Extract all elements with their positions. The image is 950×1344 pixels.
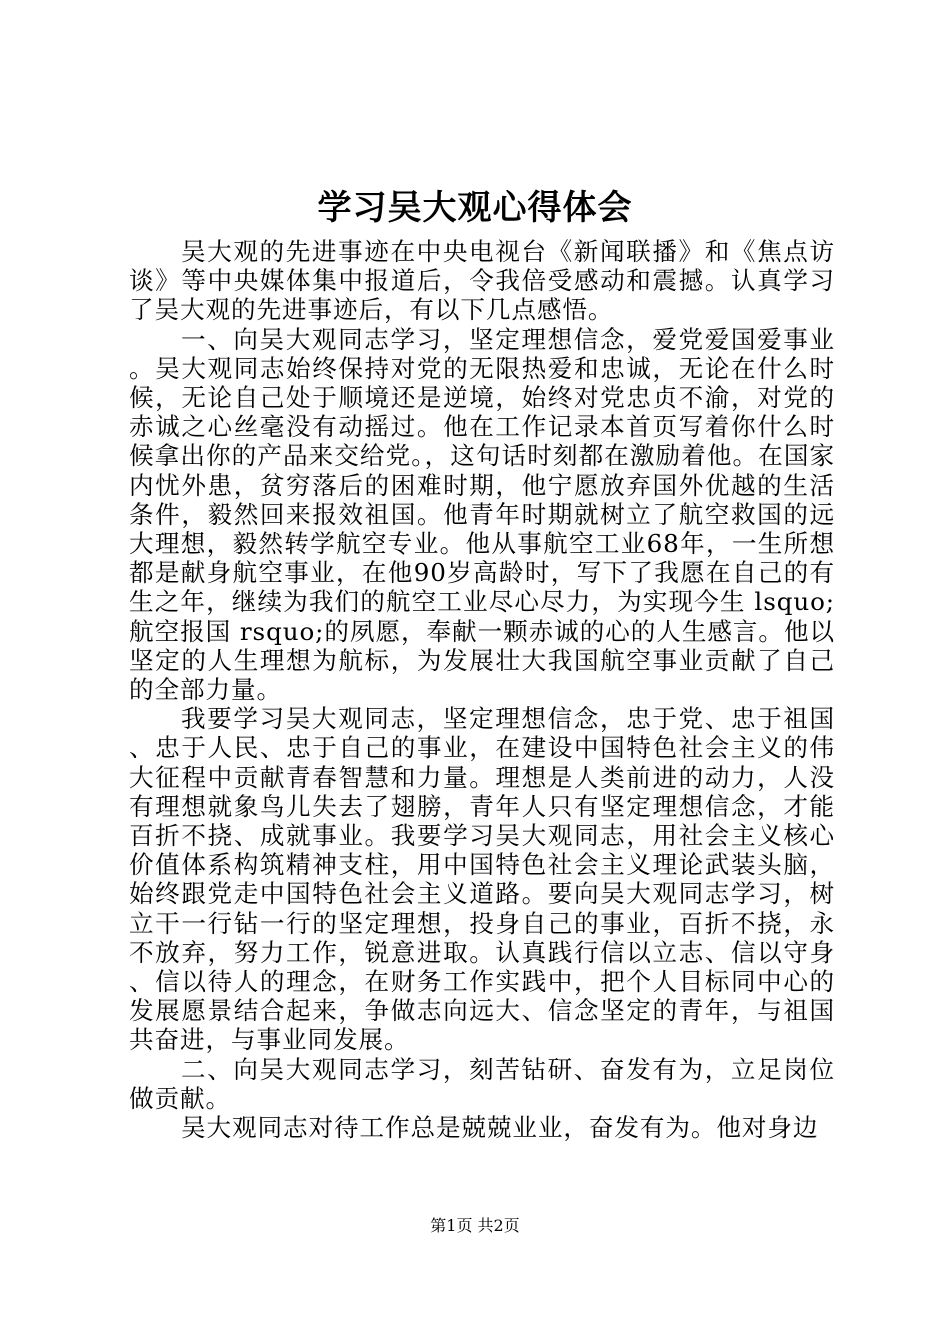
page-number-footer: 第1页 共2页 bbox=[430, 1216, 520, 1235]
paragraph-intro: 吴大观的先进事迹在中央电视台《新闻联播》和《焦点访谈》等中央媒体集中报道后，令我倍受感动和震撼。认真学习了吴大观的先进事迹后，有以下几点感悟。 bbox=[129, 237, 835, 325]
paragraph-section-two: 二、向吴大观同志学习，刻苦钻研、奋发有为，立足岗位做贡献。 bbox=[129, 1054, 835, 1113]
paragraph-section-one: 一、向吴大观同志学习，坚定理想信念，爱党爱国爱事业。吴大观同志始终保持对党的无限热爱和忠诚，无论在什么时候，无论自己处于顺境还是逆境，始终对党忠贞不渝，对党的赤诚之心丝毫没有动摇过。他在工作记录本首页写着你什么时候拿出你的产品来交给党。，这句话时刻都在激励着他。在国家内忧外患，贫穷落后的困难时期，他宁愿放弃国外优越的生活条件，毅然回来报效祖国。他青年时期就树立了航空救国的远大理想，毅然转学航空专业。他从事航空工业68年，一生所想都是献身航空事业，在他90岁高龄时，写下了我愿在自己的有生之年，继续为我们的航空工业尽心尽力，为实现今生 lsquo;航空报国 rsquo;的夙愿，奉献一颗赤诚的心的人生感言。他以坚定的人生理想为航标，为发展壮大我国航空事业贡献了自己的全部力量。 bbox=[129, 324, 835, 705]
paragraph-work-attitude: 吴大观同志对待工作总是兢兢业业，奋发有为。他对身边 bbox=[181, 1113, 819, 1143]
paragraph-study-pledge: 我要学习吴大观同志，坚定理想信念，忠于党、忠于祖国、忠于人民、忠于自己的事业，在建设中国特色社会主义的伟大征程中贡献青春智慧和力量。理想是人类前进的动力，人没有理想就象鸟儿失去了翅膀，青年人只有坚定理想信念，才能百折不挠、成就事业。我要学习吴大观同志，用社会主义核心价值体系构筑精神支柱，用中国特色社会主义理论武装头脑，始终跟党走中国特色社会主义道路。要向吴大观同志学习，树立干一行钻一行的坚定理想，投身自己的事业，百折不挠，永不放弃，努力工作，锐意进取。认真践行信以立志、信以守身、信以待人的理念，在财务工作实践中，把个人目标同中心的发展愿景结合起来，争做志向远大、信念坚定的青年，与祖国共奋进，与事业同发展。 bbox=[129, 704, 835, 1055]
document-body bbox=[129, 237, 835, 1142]
document-title: 学习吴大观心得体会 bbox=[317, 188, 633, 228]
